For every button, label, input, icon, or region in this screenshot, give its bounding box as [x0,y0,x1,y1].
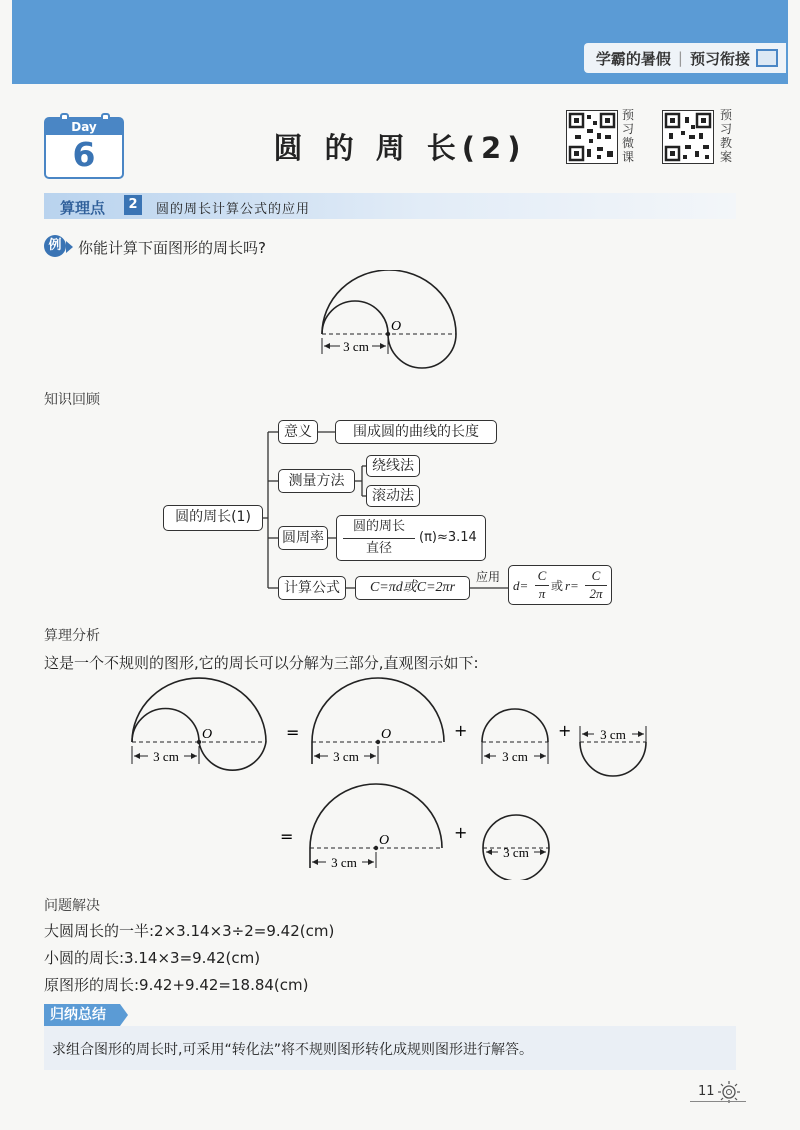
derived-r: r= [565,578,579,593]
dimension-label: 3 cm [503,845,529,860]
review-formula-label: 计算公式 [278,576,346,600]
summary-text: 求组合图形的周长时,可采用“转化法”将不规则图形转化成规则图形进行解答。 [52,1042,533,1058]
point-bar [44,193,736,219]
pi-value: (π)≈3.14 [419,530,477,545]
center-label: O [391,319,402,334]
review-root: 圆的周长(1) [163,505,263,531]
summary-tag: 归纳总结 [44,1004,120,1026]
review-meaning-value: 围成圆的曲线的长度 [335,420,497,444]
example-badge: 例 [44,235,66,257]
qr-code-icon[interactable] [566,110,618,164]
equals-sign: = [286,723,300,742]
page-title: 圆 的 周 长(2) [273,131,527,165]
derived-c1: C [537,568,547,583]
plus-sign: + [454,721,468,740]
qr-label: 预习教案 [720,108,733,164]
review-apply-label: 应用 [476,570,501,584]
dimension-label: 3 cm [343,339,369,354]
review-meaning-label: 意义 [278,420,318,444]
center-label: O [379,833,390,848]
plus-sign: + [454,823,468,842]
page-number-rule [690,1101,746,1102]
example-question: 你能计算下面图形的周长吗? [78,239,266,257]
pi-numerator: 圆的周长 [352,519,405,534]
plus-sign: + [558,721,572,740]
dimension-label: 3 cm [331,855,357,870]
solution-line-1: 大圆周长的一半:2×3.14×3÷2=9.42(cm) [44,922,335,940]
header-separator: | [677,49,683,67]
review-formula: C=πd或C=2πr [355,576,470,600]
center-label: O [202,727,213,742]
review-pi-label: 圆周率 [278,526,328,550]
center-label: O [381,727,392,742]
decomposition-figure [120,670,700,880]
review-heading: 知识回顾 [44,392,100,408]
book-title: 学霸的暑假 [595,49,671,68]
derived-d: d= [513,578,529,593]
dimension-label: 3 cm [153,749,179,764]
analysis-text: 这是一个不规则的图形,它的周长可以分解为三部分,直观图示如下: [44,654,479,672]
book-icon [756,49,778,67]
derived-pi: π [538,586,546,601]
solution-line-2: 小圆的周长:3.14×3=9.42(cm) [44,949,261,967]
review-derived-box [508,565,612,605]
analysis-heading: 算理分析 [44,628,100,644]
qr-code-icon[interactable] [662,110,714,164]
solution-heading: 问题解决 [44,898,100,914]
point-number: 2 [124,195,142,215]
review-method-1: 绕线法 [366,455,420,477]
qr-label: 预习微课 [622,108,635,164]
review-method-2: 滚动法 [366,485,420,507]
example-figure [300,270,480,382]
day-number: 6 [72,135,96,174]
header-tab [584,43,786,73]
derived-2pi: 2π [589,586,603,601]
point-title: 圆的周长计算公式的应用 [156,202,311,217]
day-badge [44,117,124,179]
pi-denominator: 直径 [365,541,392,556]
solution-line-3: 原图形的周长:9.42+9.42=18.84(cm) [44,976,309,994]
equals-sign: = [280,827,294,846]
example-arrow-icon [66,241,73,253]
dimension-label: 3 cm [502,749,528,764]
section-title: 预习衔接 [689,49,750,68]
summary-tag-arrow-icon [120,1004,128,1026]
page-number: 11 [698,1084,715,1099]
derived-c2: C [591,568,601,583]
day-label: Day [46,119,122,135]
derived-or: 或 [551,579,564,593]
point-label: 算理点 [60,199,106,217]
dimension-label: 3 cm [333,749,359,764]
review-pi-box [336,515,486,561]
dimension-label: 3 cm [600,727,626,742]
review-measure-label: 测量方法 [278,469,355,493]
